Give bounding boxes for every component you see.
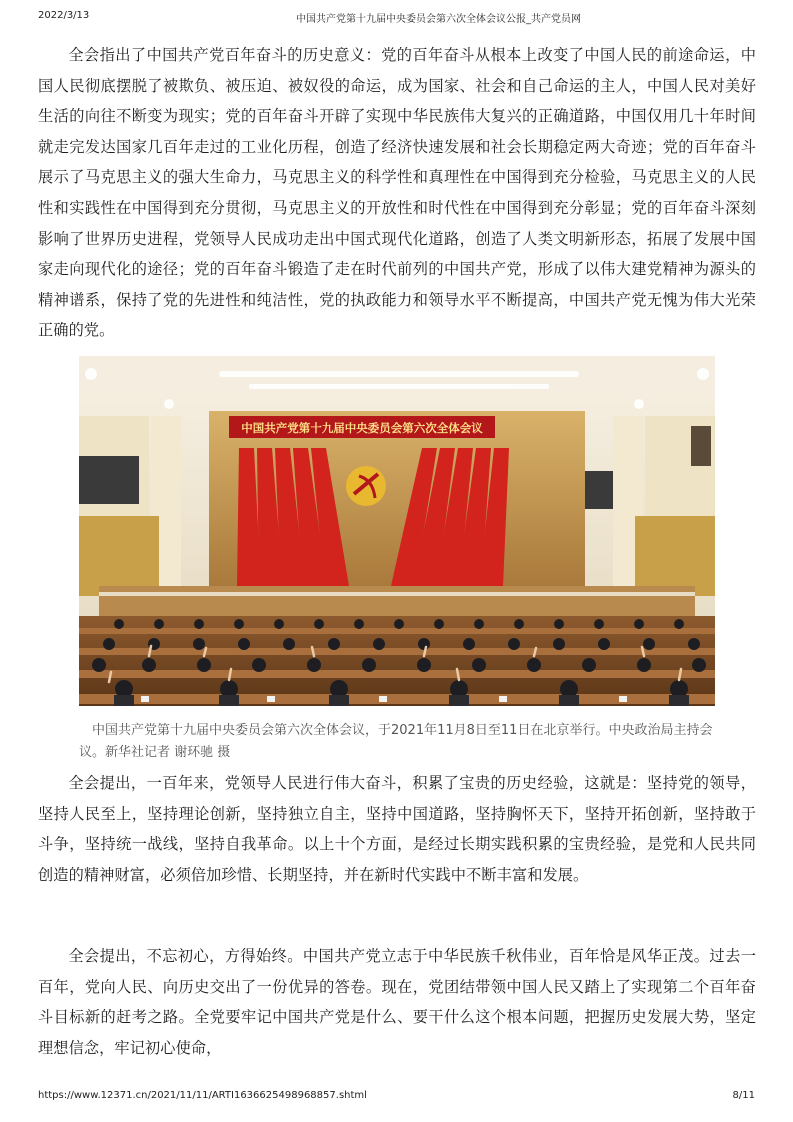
print-header [38, 10, 755, 26]
paragraph-original-aspiration: 全会提出，不忘初心，方得始终。中国共产党立志于中华民族千秋伟业，百年恰是风华正茂。过去一百年，党向人民、向历史交出了一份优异的答卷。现在，党团结带领中国人民又踏上了实现第二个百年奋斗目标新的赶考之路。全党要牢记中国共产党是什么、要干什么这个根本问题，把握历史发展大势，坚定理想信念，牢记初心使命， [38, 947, 756, 1057]
print-footer [38, 1090, 755, 1104]
party-emblem [346, 466, 386, 506]
paragraph-historical-experience: 全会提出，一百年来，党领导人民进行伟大奋斗，积累了宝贵的历史经验，这就是：坚持党的领导，坚持人民至上，坚持理论创新，坚持独立自主，坚持中国道路，坚持胸怀天下，坚持开拓创新，坚持敢于斗争，坚持统一战线，坚持自我革命。以上十个方面，是经过长期实践积累的宝贵经验，是党和人民共同创造的精神财富，必须倍加珍惜、长期坚持，并在新时代实践中不断丰富和发展。 [38, 774, 756, 884]
print-date: 2022/3/13 [38, 10, 90, 21]
plenary-session-photo [79, 356, 715, 706]
page-number: 8/11 [732, 1090, 755, 1101]
photo-caption: 中国共产党第十九届中央委员会第六次全体会议，于2021年11月8日至11日在北京举行。中央政治局主持会议。新华社记者 谢环驰 摄 [79, 723, 713, 760]
print-page-title: 中国共产党第十九届中央委员会第六次全体会议公报_共产党员网 [296, 14, 581, 25]
paragraph-historic-significance: 全会指出了中国共产党百年奋斗的历史意义：党的百年奋斗从根本上改变了中国人民的前途命运，中国人民彻底摆脱了被欺负、被压迫、被奴役的命运，成为国家、社会和自己命运的主人，中国人民对美好生活的向往不断变为现实；党的百年奋斗开辟了实现中华民族伟大复兴的正确道路，中国仅用几十年时间就走完发达国家几百年走过的工业化历程，创造了经济快速发展和社会长期稳定两大奇迹；党的百年奋斗展示了马克思主义的强大生命力，马克思主义的科学性和真理性在中国得到充分检验，马克思主义的人民性和实践性在中国得到充分贯彻，马克思主义的开放性和时代性在中国得到充分彰显；党的百年奋斗深刻影响了世界历史进程，党领导人民成功走出中国式现代化道路，创造了人类文明新形态，拓展了发展中国家走向现代化的途径；党的百年奋斗锻造了走在时代前列的中国共产党，形成了以伟大建党精神为源头的精神谱系，保持了党的先进性和纯洁性，党的执政能力和领导水平不断提高，中国共产党无愧为伟大光荣正确的党。 [38, 46, 756, 340]
source-url: https://www.12371.cn/2021/11/11/ARTI1636625498968857.shtml [38, 1090, 367, 1101]
plenary-banner-text: 中国共产党第十九届中央委员会第六次全体会议 [241, 421, 483, 435]
